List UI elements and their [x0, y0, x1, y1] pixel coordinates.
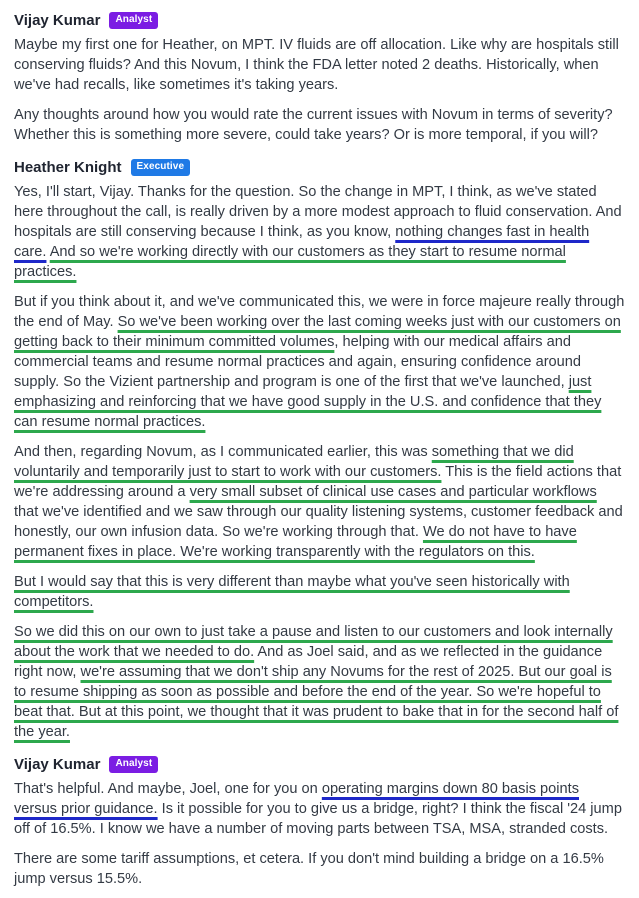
- text-segment: Maybe my first one for Heather, on MPT. IV fluids are off allocation. Like why are hospitals still conserving fluids? And this Novum, I think the FDA letter noted 2 deaths. Historically, when we've had recalls, like sometimes it's taking years.: [14, 37, 619, 93]
- highlight-green: something that we did voluntarily and temporarily just to start to work with our customers.: [14, 444, 574, 480]
- transcript-paragraph: [14, 622, 625, 742]
- transcript-paragraph: [14, 572, 625, 612]
- highlight-blue: operating margins down 80 basis points versus prior guidance.: [14, 781, 579, 817]
- transcript-paragraph: [14, 779, 625, 839]
- transcript-paragraph: [14, 182, 625, 282]
- text-segment: This is the field actions that we're addressing around a: [14, 464, 622, 500]
- highlight-blue: nothing changes fast in health care.: [14, 224, 590, 260]
- text-segment: And as Joel said, and as we reflected in the guidance right now,: [14, 644, 603, 680]
- text-segment: Any thoughts around how you would rate the current issues with Novum in terms of severity? Whether this is something more severe, could take years? Or is more temporal, if you will?: [14, 107, 613, 143]
- executive-badge: Executive: [131, 159, 191, 176]
- speaker-header: [14, 752, 625, 776]
- speaker-block: [14, 155, 625, 742]
- speaker-block: [14, 8, 625, 145]
- highlight-green: we're assuming that we don't ship any Novums for the rest of 2025. But our goal is to resume shipping as soon as possible and before the end of the year. So we're hopeful to beat that. But at this point, we thought that it was prudent to bake that in for the second half of the year.: [14, 664, 619, 740]
- text-segment: And then, regarding Novum, as I communicated earlier, this was: [14, 444, 432, 460]
- speaker-block: [14, 752, 625, 889]
- text-segment: that we've identified and we saw through our quality listening systems, customer feedback and honestly, our own infusion data. So we're working through that.: [14, 504, 623, 540]
- highlight-green: And so we're working directly with our customers as they start to resume normal practices.: [14, 244, 566, 280]
- highlight-green: very small subset of clinical use cases and particular workflows: [189, 484, 597, 500]
- transcript-paragraph: [14, 292, 625, 432]
- speaker-name: Vijay Kumar: [14, 11, 101, 29]
- highlight-green: just emphasizing and reinforcing that we have good supply in the U.S. and confidence that they can resume normal practices.: [14, 374, 602, 430]
- analyst-badge: Analyst: [109, 756, 158, 773]
- transcript-paragraph: [14, 105, 625, 145]
- speaker-name: Vijay Kumar: [14, 755, 101, 773]
- text-segment: That's helpful. And maybe, Joel, one for you on: [14, 781, 322, 797]
- transcript-paragraph: [14, 442, 625, 562]
- transcript-paragraph: [14, 849, 625, 889]
- text-segment: But if you think about it, and we've communicated this, we were in force majeure really through the end of May.: [14, 294, 625, 330]
- text-segment: There are some tariff assumptions, et cetera. If you don't mind building a bridge on a 16.5% jump versus 15.5%.: [14, 851, 604, 887]
- speaker-header: [14, 8, 625, 32]
- speaker-name: Heather Knight: [14, 158, 122, 176]
- highlight-green: We do not have to have permanent fixes in place. We're working transparently with the regulators on this.: [14, 524, 577, 560]
- text-segment: Yes, I'll start, Vijay. Thanks for the question. So the change in MPT, I think, as we've stated here throughout the call, is really driven by a more modest approach to fluid conservation. And hospitals are still conserving because I think, as you know,: [14, 184, 622, 240]
- text-segment: , helping with our medical affairs and commercial teams and resume normal practices and again, ensuring confidence around supply. So the Vizient partnership and program is one of the first that we've launched,: [14, 334, 582, 390]
- highlight-green: But I would say that this is very different than maybe what you've seen historically with competitors.: [14, 574, 570, 610]
- highlight-green: So we've been working over the last coming weeks just with our customers on getting back to their minimum committed volumes: [14, 314, 621, 350]
- speaker-header: [14, 155, 625, 179]
- highlight-green: So we did this on our own to just take a pause and listen to our customers and look internally about the work that we needed to do.: [14, 624, 613, 660]
- text-segment: Is it possible for you to give us a bridge, right? I think the fiscal '24 jump off of 16.5%. I know we have a number of moving parts between TSA, MSA, stranded costs.: [14, 801, 622, 837]
- transcript-paragraph: [14, 35, 625, 95]
- analyst-badge: Analyst: [109, 12, 158, 29]
